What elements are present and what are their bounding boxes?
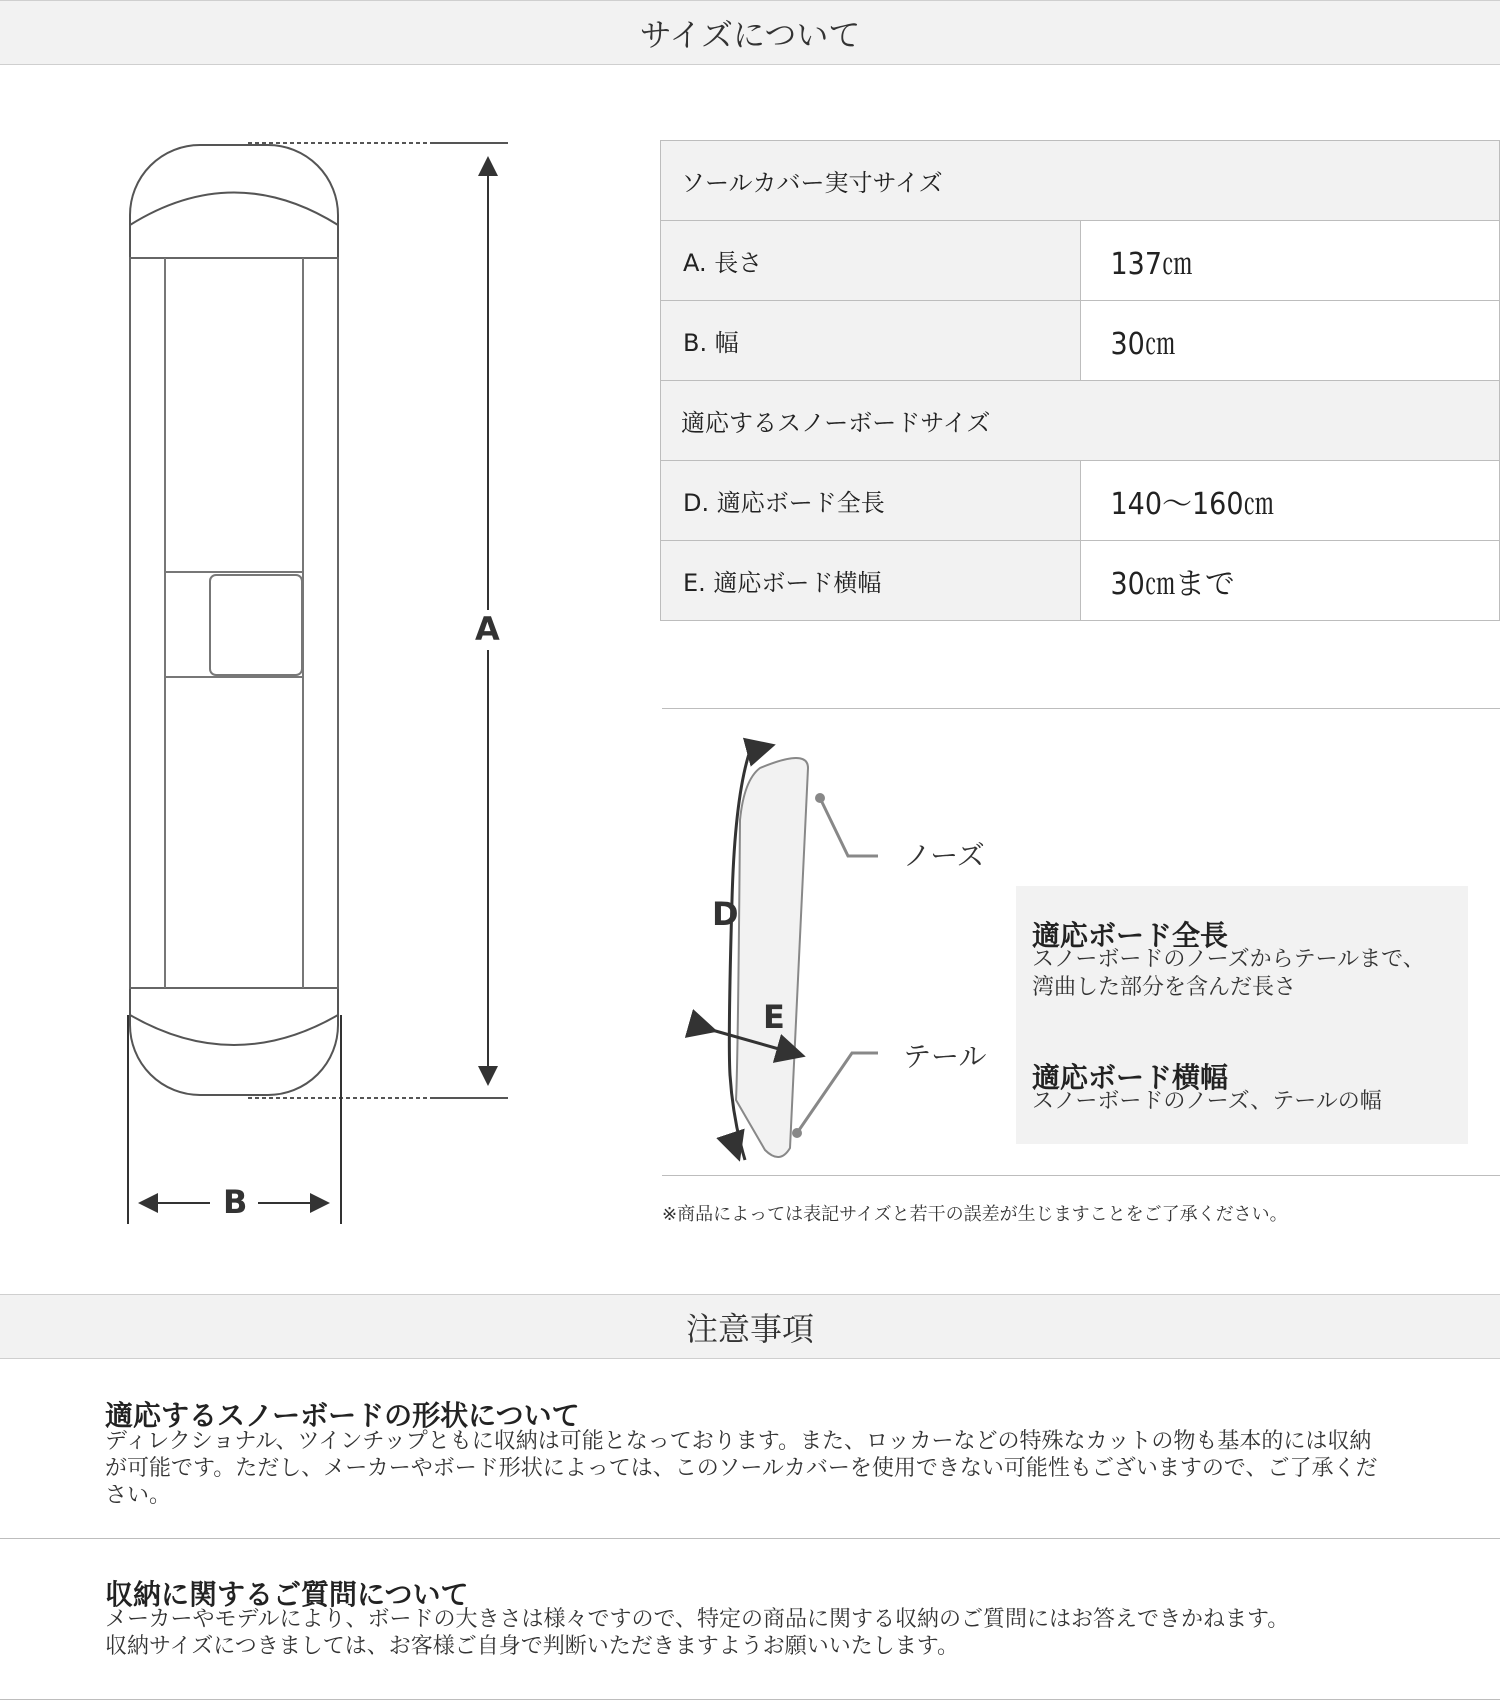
caution-item-title: 収納に関するご質問について: [105, 1578, 469, 1611]
divider: [662, 1175, 1500, 1176]
caution-section-header: [0, 1294, 1500, 1359]
caution-item-line: さい。: [105, 1483, 172, 1508]
row-label-board-width: E. 適応ボード横幅: [661, 541, 1081, 621]
row-value-board-width: 30㎝まで: [1080, 541, 1500, 621]
caution-item-title: 適応するスノーボードの形状について: [105, 1399, 580, 1432]
caution-item-line: が可能です。ただし、メーカーやボード形状によっては、このソールカバーを使用できない可能性もございますので、ご了承くだ: [105, 1456, 1378, 1481]
size-table: [660, 140, 1500, 621]
divider: [662, 708, 1500, 709]
caution-item-text: [105, 1428, 1425, 1509]
divider: [0, 1538, 1500, 1539]
info-width-text: スノーボードのノーズ、テールの幅: [1032, 1089, 1382, 1114]
label-b: B: [223, 1183, 248, 1221]
label-e: E: [763, 998, 785, 1036]
row-label-width: B. 幅: [661, 301, 1081, 381]
table-header-board-size: 適応するスノーボードサイズ: [661, 381, 1500, 461]
caution-item-text: [105, 1606, 1425, 1660]
board-size-info-box: [1016, 886, 1468, 1144]
row-value-length: 137㎝: [1080, 221, 1500, 301]
info-length-text-2: 湾曲した部分を含んだ長さ: [1032, 975, 1297, 1000]
tail-label: テール: [903, 1040, 987, 1073]
label-a: A: [475, 610, 500, 648]
row-label-length: A. 長さ: [661, 221, 1081, 301]
size-section-title: サイズについて: [639, 15, 861, 54]
caution-item-line: ディレクショナル、ツインチップともに収納は可能となっております。また、ロッカーなどの特殊なカットの物も基本的には収納: [105, 1429, 1372, 1454]
caution-section-title: 注意事項: [685, 1309, 814, 1348]
caution-item-line: 収納サイズにつきましては、お客様ご自身で判断いただきますようお願いいたします。: [105, 1634, 960, 1659]
divider: [0, 1699, 1500, 1700]
nose-label: ノーズ: [903, 839, 985, 872]
table-header-actual-size: ソールカバー実寸サイズ: [661, 141, 1500, 221]
snowboard-drawing: [712, 745, 878, 1160]
info-length-text-1: スノーボードのノーズからテールまで、: [1032, 947, 1425, 972]
caution-item-line: メーカーやモデルにより、ボードの大きさは様々ですので、特定の商品に関する収納のご質問にはお答えできかねます。: [105, 1607, 1290, 1632]
row-value-board-length: 140～160㎝: [1080, 461, 1500, 541]
info-length-title: 適応ボード全長: [1032, 919, 1229, 952]
label-d: D: [712, 895, 739, 933]
size-note: ※商品によっては表記サイズと若干の誤差が生じますことをご了承ください。: [662, 1204, 1288, 1225]
row-value-width: 30㎝: [1080, 301, 1500, 381]
info-width-title: 適応ボード横幅: [1032, 1061, 1229, 1094]
sole-cover-drawing: [130, 145, 338, 1095]
row-label-board-length: D. 適応ボード全長: [661, 461, 1081, 541]
